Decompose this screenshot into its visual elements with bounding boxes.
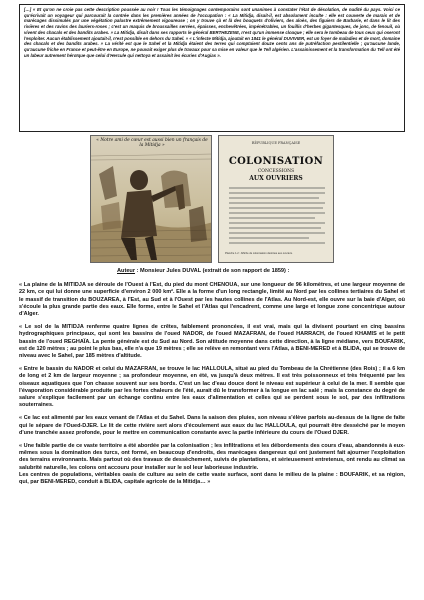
- paragraph-5: « Une faible partie de ce vaste territoire a été abordée par la colonisation ; les infiltrations et les débordements des cours d'eau, abandonnés à eux-mêmes sous la domination des turcs, ont formé, en beaucoup d'endroits, des marécages dangereux qui ont justement fait ajourner l'exploitation des terrains environnants. Mais partout où des travaux de dessèchement, suivis de plantations, et sérieusement entretenus, ont rendu au climat sa salubrité naturelle, les colons ont accouru pour installer sur le sol leur laborieuse industrie. Les centres de populations, véritables oasis de culture au sein de cette vaste surface, sont dans le milieu de la plaine : BOUFARIK, et sa région, qui, par BENI-MERED, conduit à BLIDA, capitale agricole de la Mitidja… »: [19, 442, 405, 486]
- paragraph-4: « Ce lac est alimenté par les eaux venant de l'Atlas et du Sahel. Dans la saison des pluies, son niveau s'élève parfois au-dessus de la ligne de faîte qui le sépare de l'Oued-DJER. Le lit de cette rivière sert alors d'écoulement aux eaux du lac HALLOULA, qui pourrait être desséché par le moyen d'une tranchée assez profonde, pour le mettre en communication constante avec la partie inférieure du cours de l'Oued DJER.: [19, 415, 405, 436]
- poster-text-lines: [219, 184, 334, 254]
- poster-subtitle-2: AUX OUVRIERS: [249, 175, 303, 182]
- author-line: [117, 268, 317, 275]
- engraving-illustration: [91, 136, 212, 263]
- illustrations: [90, 135, 336, 265]
- intro-quote-box: [19, 4, 405, 132]
- paragraph-3: « Entre le bassin du NADOR et celui du MAZAFRAN, se trouve le lac HALLOULA, situé au pied du Tombeau de la Chrétienne (des Rois) ; il a 6 km de long et 2 km de largeur moyenne ; sa profondeur moyenne, en été, va jusqu'à deux mètres. Il est très poissonneux et très fréquenté par les oiseaux aquatiques que l'on chasse souvent sur ses bords. C'est un lac d'eau douce dont le niveau est supérieur à celui de la mer. Il semble que l'évaporation considérable produite par les fortes chaleurs de l'été, aurait dû le transformer à la longue en lac salé ; mais la constance du degré de salure s'explique facilement par un échange continu entre les eaux d'alimentation et celles qui se perdent sous le sol, par des infiltrations souterraines.: [19, 365, 405, 409]
- author-text: : Monsieur Jules DUVAL (extrait de son rapport de 1859) :: [136, 268, 290, 274]
- poster-subtitle: CONCESSIONS: [257, 169, 295, 174]
- paragraph-2: « Le sol de la MITIDJA renferme quatre lignes de crêtes, faiblement prononcées, il est vrai, mais qui la divisent pourtant en cinq bassins hydrographiques principaux, qui sont les bassins de l'oued NADOR, de l'oued MAZAFRAN, de l'oued HARRACH, de l'oued KHAMIS et le petit bassin de l'oued REGHAÏA. La pente générale est du Sud au Nord. Son altitude moyenne dans cette direction, à la ligne médiane, vers BOUFARIK, est de 120 mètres ; au point le plus bas, elle n'a que 19 mètres ; elle se relève en remontant vers l'Atlas, à BENI-MERED et à BLIDA, qui se trouve de niveau avec le Sahel, par 185 mètres d'altitude.: [19, 323, 405, 360]
- author-label: Auteur: [117, 268, 136, 274]
- poster-title: COLONISATION: [228, 156, 324, 167]
- paragraph-1: « La plaine de la MITIDJA se déroule de l'Ouest à l'Est, du pied du mont CHENOUA, sur une longueur de 96 kilomètres, et une largeur moyenne de 22 km, ce qui lui donne une superficie d'environ 2 000 km². Elle a la forme d'un long rectangle, limité au Nord par les collines tertiaires du Sahel et le massif de transition du BOUZAREA, à l'Est, au Sud et à l'Ouest par les hautes collines de l'Atlas. Au Nord-est, elle ouvre sur la baie d'Alger, où s'écoule la plus grande partie des eaux. Elle forme, entre le Sahel et l'Atlas qui l'encadrent, comme une large et longue zone concentrique autour d'Alger.: [19, 282, 405, 318]
- intro-quote-text: […] « Et qu'on ne croie pas cette description poussée au noir ! Tous les témoignages contemporains sont unanimes à constater l'état de désolation, de nudité du pays. Voici ce qu'écrivait un voyageur qui parcourait la contrée dans les premières années de l'occupation : « La Mitidja, disait-il, est absolument inculte : elle est couverte de marais et de marécages dissimulés par une végétation palustre extrêmement vigoureuse ; on y trouve çà et là des bouquets d'oliviers, des aloès, des figuiers de Barbarie, et dans le lit des rivières et des ravins des lauriers-roses ; c'est un maquis de broussailles serrées, épaisses, enchevêtrées, impénétrables, un fouillis d'herbes gigantesques, de jonc, de fenouil, où vivent des chacals et des bandits arabes. » La Mitidja, disait dans ses rapports le général BERTHEZENE, n'est qu'un immense cloaque ; elle sera le tombeau de tous ceux qui oseront l'exploiter. Aucun établissement ajoutait-il, n'est possible en dehors du Sahel. » « L'infecte Mitidja, ajoutait en 1841 le général DUVIVIER, est un foyer de maladies et de mort, domaine des chacals et des bandits arabes. » La vérité est que le Sahel et la Mitidja étaient des terres qui comptaient douze cents ans de putréfaction pestilentielle ; qu'aucune lande, qu'aucune friche en France et peut-être en Europe, ne pouvait exiger plus de travaux pour sa mise en valeur que le Tell algérien. L'assainissement et la transformation du Tell ont été un labeur autrement héroïque que celui d'Hercule qui nettoya et assainit les écuries d'Augias ».: [24, 7, 400, 58]
- body-text: [19, 282, 405, 492]
- poster-footnote: Planche 1.2 : Affiche de colonisation destinée aux ouvriers.: [225, 252, 293, 255]
- engraving-image: [90, 135, 212, 263]
- poster-header: RÉPUBLIQUE FRANÇAISE: [251, 141, 301, 145]
- engraving-caption: « Notre ami de cœur est aussi bien un français de la Mitidja »: [96, 138, 208, 148]
- colonisation-poster: [218, 135, 334, 263]
